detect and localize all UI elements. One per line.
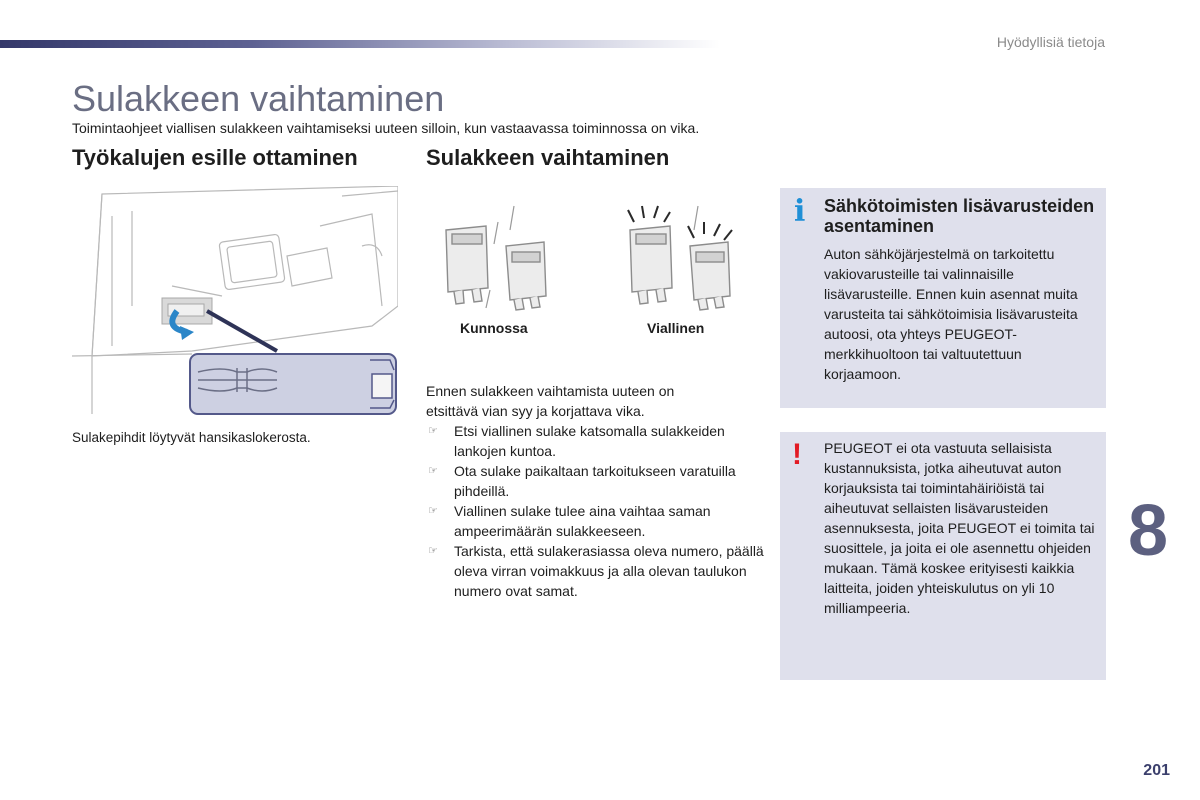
warning-box (780, 432, 1106, 680)
fuse-label-bad: Viallinen (647, 320, 705, 336)
list-item: ☞ Tarkista, että sulakerasiassa oleva numero, päällä oleva virran voimakkuus ja alla olevan taulukon numero ovat samat. (428, 543, 764, 599)
glovebox-illustration (72, 186, 398, 416)
chapter-number: 8 (1128, 491, 1169, 571)
page-number: 201 (1143, 762, 1170, 779)
warning-icon: ! (792, 438, 802, 471)
section-title: Hyödyllisiä tietoja (996, 34, 1105, 50)
header-gradient-bar (0, 40, 720, 48)
list-item: ☞ Etsi viallinen sulake katsomalla sulakkeiden lankojen kuntoa. (428, 423, 725, 459)
page-subtitle: Toimintaohjeet viallisen sulakkeen vaihtamiseksi uuteen silloin, kun vastaavassa toiminnossa on vika. (72, 120, 700, 136)
steps-list (426, 421, 766, 601)
warning-box-body: PEUGEOT ei ota vastuuta sellaisista kustannuksista, jotka aiheutuvat auton korjauksista tai toimintahäiriöistä tai aiheutuvat sellaisten lisävarusteiden asennuksesta, joita PEUGEOT ei toimita tai suosittele, ja joita ei ole asennettu ohjeiden mukaan. Tämä koskee erityisesti kaikkia laitteita, joiden yhteiskulutus on yli 10 milliampeeria. (824, 440, 1095, 616)
tools-heading: Työkalujen esille ottaminen (72, 145, 358, 170)
pointing-hand-icon: ☞ (428, 545, 438, 557)
pointing-hand-icon: ☞ (428, 465, 438, 477)
fuse-change-heading: Sulakkeen vaihtaminen (426, 145, 670, 170)
info-box-body: Auton sähköjärjestelmä on tarkoitettu vakiovarusteille tai valinnaisille lisävarusteille. Ennen kuin asennat muita varusteita tai sähkötoimisia lisävarusteita autoosi, ota yhteys PEUGEOT-merkkihuoltoon tai valtuutettuun korjaamoon. (824, 246, 1078, 382)
glovebox-caption: Sulakepihdit löytyvät hansikaslokerosta. (72, 430, 311, 445)
list-item: ☞ Ota sulake paikaltaan tarkoitukseen varatuilla pihdeillä. (428, 463, 736, 499)
page-title: Sulakkeen vaihtaminen (72, 78, 445, 119)
fuse-label-ok: Kunnossa (460, 320, 528, 336)
info-icon: i (794, 194, 806, 229)
pointing-hand-icon: ☞ (428, 425, 438, 437)
pointing-hand-icon: ☞ (428, 505, 438, 517)
intro-paragraph: Ennen sulakkeen vaihtamista uuteen on etsittävä vian syy ja korjattava vika. (426, 383, 675, 419)
info-box (780, 188, 1106, 408)
info-box-title: Sähkötoimisten lisävarusteiden asentaminen (824, 196, 1095, 236)
list-item: ☞ Viallinen sulake tulee aina vaihtaa saman ampeerimäärän sulakkeeseen. (428, 503, 711, 539)
fuse-illustration (430, 200, 760, 320)
